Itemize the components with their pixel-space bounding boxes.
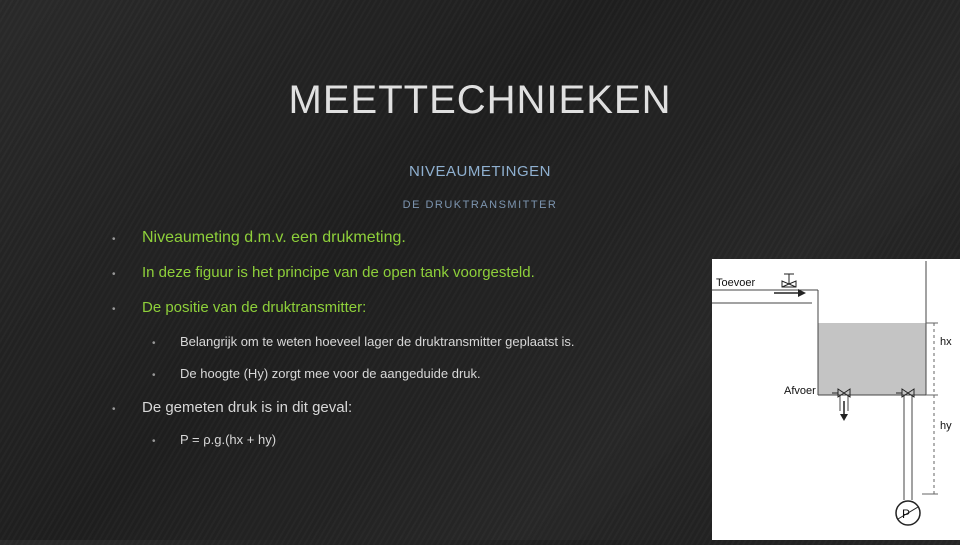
bullet-dot-icon: •: [112, 404, 116, 415]
bullet-text: In deze figuur is het principe van de open tank voorgesteld.: [142, 264, 535, 281]
bullet-text: De positie van de druktransmitter:: [142, 299, 367, 316]
bullet-text: De hoogte (Hy) zorgt mee voor de aangeduide druk.: [180, 366, 481, 381]
hx-label: hx: [940, 336, 952, 348]
slide-subtitle: NIVEAUMETINGEN: [408, 163, 551, 180]
bullet-dot-icon: •: [152, 436, 156, 447]
bullet-item: [112, 399, 352, 416]
bullet-text: P = ρ.g.(hx + hy): [180, 432, 277, 447]
bullet-text: Belangrijk om te weten hoeveel lager de druktransmitter geplaatst is.: [180, 334, 575, 349]
slide-title: MEETTECHNIEKEN: [288, 78, 672, 122]
bullet-text: Niveaumeting d.m.v. een drukmeting.: [142, 229, 406, 246]
inlet-label: Toevoer: [716, 277, 756, 289]
tank-liquid: [818, 323, 926, 395]
bullet-dot-icon: •: [152, 370, 156, 381]
inlet-valve-icon: [782, 274, 796, 287]
slide-subsubtitle: DE DRUKTRANSMITTER: [402, 199, 558, 211]
bullet-text: De gemeten druk is in dit geval:: [142, 399, 353, 416]
bullet-item: [152, 334, 575, 349]
transmitter-label: P: [902, 507, 911, 521]
bullet-item: [152, 366, 481, 381]
outlet-arrow-icon: [840, 401, 848, 421]
hy-label: hy: [940, 420, 952, 432]
bullet-item: [152, 432, 276, 447]
bullet-dot-icon: •: [112, 269, 116, 280]
bullet-item: [112, 264, 535, 281]
bullet-item: [112, 229, 406, 247]
outlet-label: Afvoer: [784, 385, 816, 397]
bullet-dot-icon: •: [112, 234, 116, 245]
bullet-dot-icon: •: [152, 338, 156, 349]
tank-diagram: [712, 259, 960, 540]
bullet-item: [112, 299, 366, 316]
bullet-dot-icon: •: [112, 304, 116, 315]
tank-diagram-svg: [712, 259, 960, 540]
